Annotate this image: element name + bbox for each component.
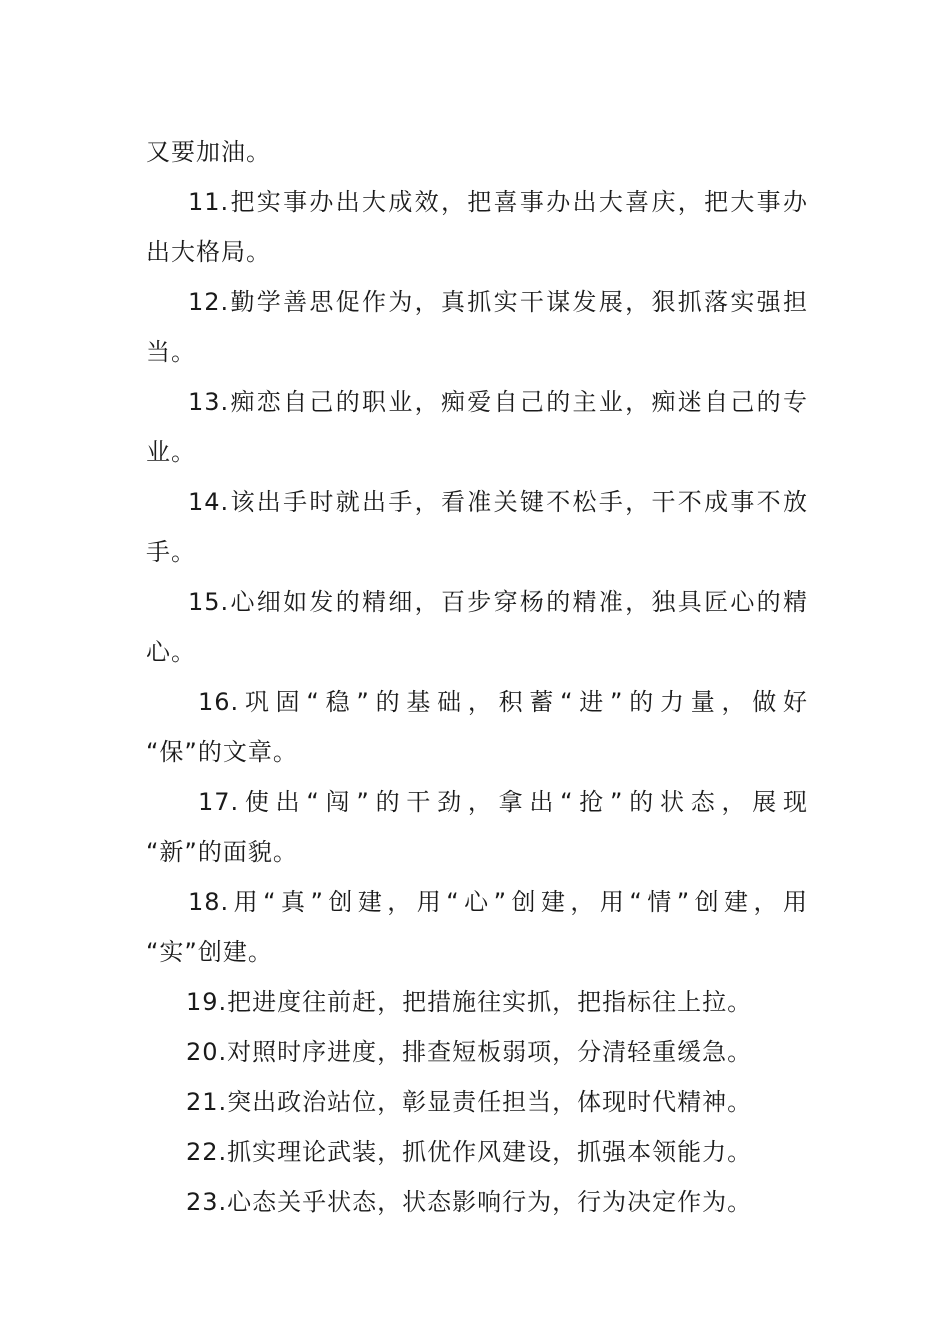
item-19: 19.把进度往前赶，把措施往实抓，把指标往上拉。 [186, 988, 753, 1016]
item-11-line-2: 出大格局。 [146, 238, 271, 266]
item-18-line-2: “实”创建。 [146, 938, 273, 966]
item-20: 20.对照时序进度，排查短板弱项，分清轻重缓急。 [186, 1038, 753, 1066]
item-18-line-1: 18.用“真”创建，用“心”创建，用“情”创建，用 [188, 888, 808, 916]
item-16-line-1: 16.巩固“稳”的基础，积蓄“进”的力量，做好 [198, 688, 808, 716]
text-line-continuation: 又要加油。 [146, 138, 271, 166]
item-11-line-1: 11.把实事办出大成效，把喜事办出大喜庆，把大事办 [188, 188, 808, 216]
item-23: 23.心态关乎状态，状态影响行为，行为决定作为。 [186, 1188, 753, 1216]
item-12-line-2: 当。 [146, 338, 196, 366]
item-15-line-2: 心。 [146, 638, 196, 666]
item-14-line-2: 手。 [146, 538, 196, 566]
item-16-line-2: “保”的文章。 [146, 738, 298, 766]
item-13-line-2: 业。 [146, 438, 196, 466]
item-22: 22.抓实理论武装，抓优作风建设，抓强本领能力。 [186, 1138, 753, 1166]
item-13-line-1: 13.痴恋自己的职业，痴爱自己的主业，痴迷自己的专 [188, 388, 808, 416]
item-15-line-1: 15.心细如发的精细，百步穿杨的精准，独具匠心的精 [188, 588, 808, 616]
item-17-line-2: “新”的面貌。 [146, 838, 298, 866]
item-21: 21.突出政治站位，彰显责任担当，体现时代精神。 [186, 1088, 753, 1116]
item-12-line-1: 12.勤学善思促作为，真抓实干谋发展，狠抓落实强担 [188, 288, 808, 316]
item-14-line-1: 14.该出手时就出手，看准关键不松手，干不成事不放 [188, 488, 808, 516]
item-17-line-1: 17.使出“闯”的干劲，拿出“抢”的状态，展现 [198, 788, 808, 816]
